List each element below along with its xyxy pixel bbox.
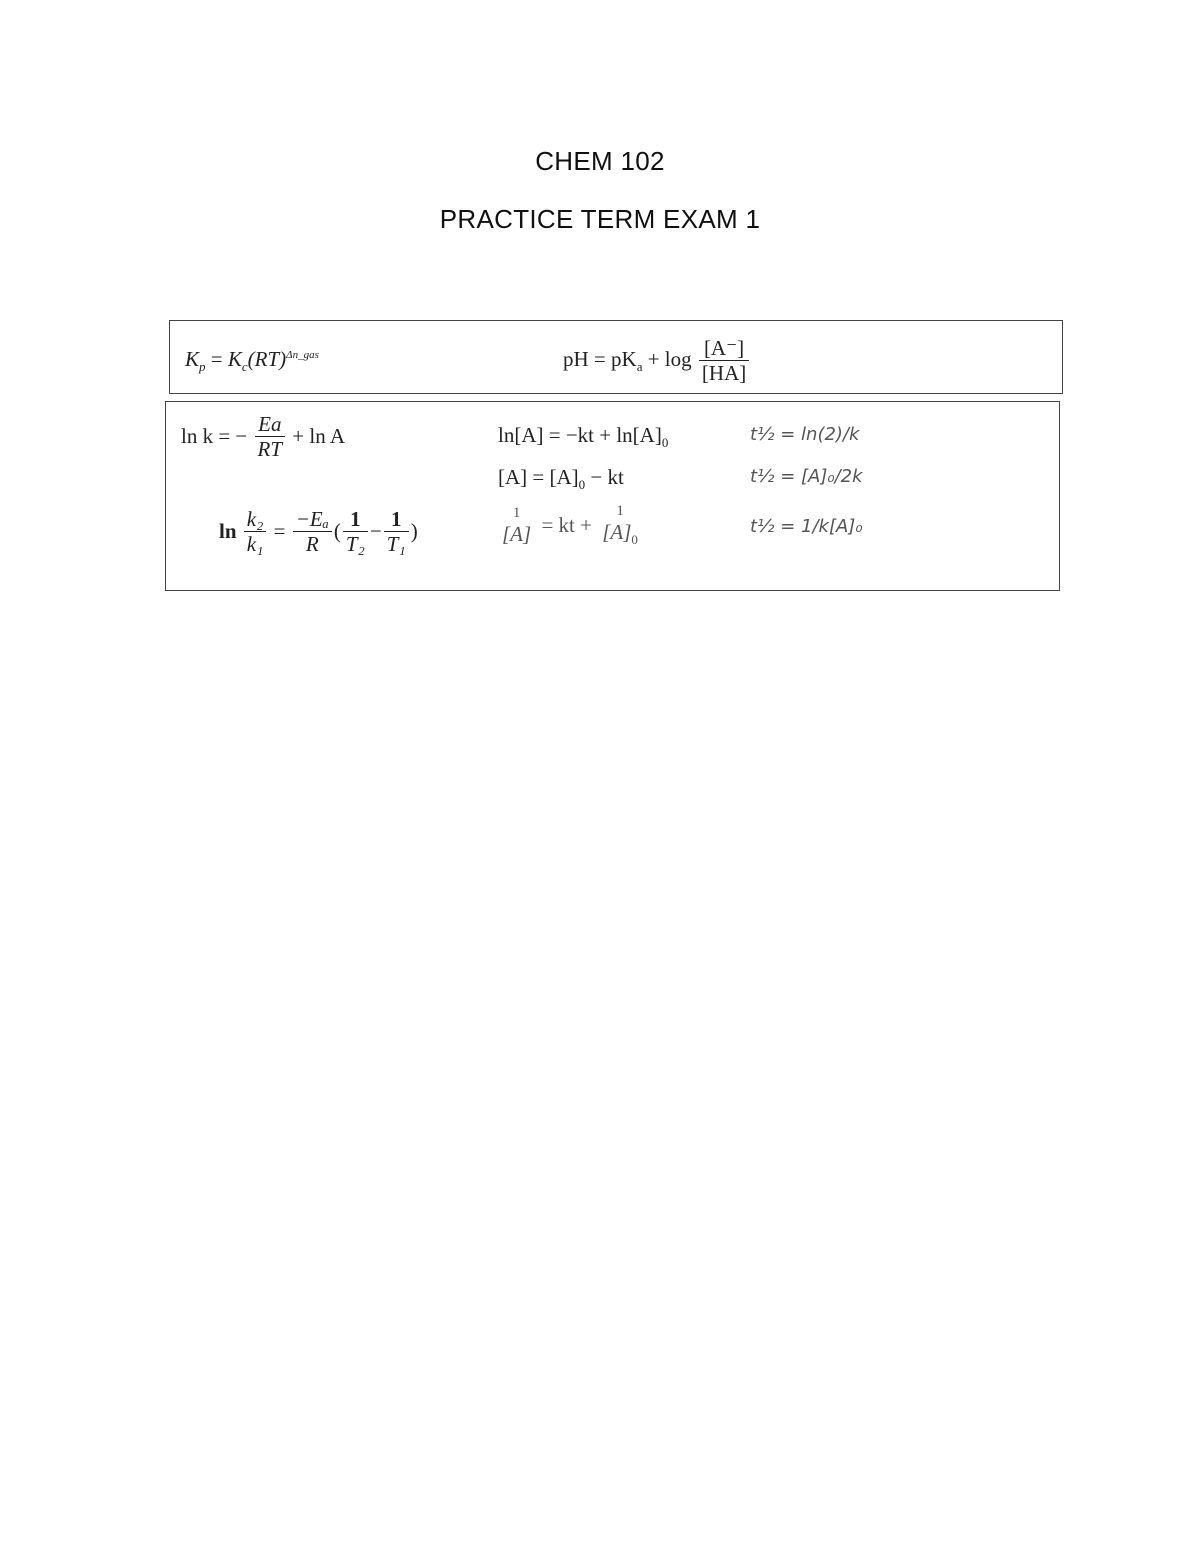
one-over-t1-numerator: 1	[384, 507, 409, 532]
inverse-t2	[343, 507, 368, 556]
t2-term: T₂	[345, 532, 365, 557]
arrhenius-fraction	[255, 412, 286, 461]
half-life-second-order: t½ = 1/k[A]₀	[750, 516, 863, 537]
ph-ratio	[699, 336, 749, 385]
t1-term: T₁	[386, 532, 406, 557]
kp-kc-equation	[185, 347, 319, 373]
open-paren: (	[333, 519, 341, 544]
kc-symbol: K	[227, 347, 242, 371]
two-point-arrhenius-equation	[219, 507, 418, 556]
kc-subscript: c	[241, 359, 248, 375]
arrhenius-rhs: + ln A	[292, 424, 345, 449]
ph-ratio-denominator: [HA]	[701, 361, 747, 386]
second-order-rhs-fraction	[599, 503, 641, 548]
ph-ratio-numerator: [A⁻]	[699, 336, 749, 361]
close-paren: )	[410, 519, 418, 544]
r-term: R	[305, 532, 319, 557]
kp-equals: =	[210, 347, 223, 371]
k2-term: k₂	[244, 507, 267, 532]
k-ratio	[244, 507, 267, 556]
minus-sign: −	[369, 519, 382, 544]
two-point-ln: ln	[219, 519, 237, 544]
second-order-lhs-denominator: [A]	[502, 522, 532, 547]
ph-lhs: pH = $pK_a + \log$	[563, 346, 692, 374]
second-order-lhs-fraction	[499, 505, 534, 546]
second-order-rhs-numerator: 1	[616, 503, 624, 519]
two-point-equals: =	[273, 519, 286, 544]
first-order-integrated-law: $\ln[A] = -kt + \ln[A]_0$	[498, 423, 669, 451]
half-life-first-order: t½ = ln(2)/k	[750, 424, 860, 445]
inverse-t1	[384, 507, 409, 556]
second-order-middle: = kt +	[541, 513, 592, 538]
arrhenius-lhs: ln k = −	[181, 424, 248, 449]
delta-n-exponent: Δn_gas	[286, 349, 319, 361]
ea-term: −Eₐ	[293, 507, 332, 532]
one-over-t2-numerator: 1	[343, 507, 368, 532]
henderson-hasselbalch-equation	[563, 336, 751, 385]
kp-symbol: K	[185, 347, 200, 371]
second-order-integrated-law	[497, 503, 643, 548]
kp-subscript: p	[199, 359, 206, 375]
zero-order-integrated-law: $[A] = [A]_0$ − kt	[498, 465, 624, 493]
k1-term: k₁	[246, 532, 264, 557]
ea-over-r	[293, 507, 332, 556]
arrhenius-numerator: Ea	[255, 412, 286, 437]
second-order-rhs-denominator: $[A]_0$	[602, 520, 638, 548]
rt-term: (RT)	[247, 347, 287, 371]
arrhenius-equation	[181, 412, 345, 461]
exam-title: PRACTICE TERM EXAM 1	[439, 204, 761, 234]
half-life-zero-order: t½ = [A]₀/2k	[750, 466, 863, 487]
course-title: CHEM 102	[535, 146, 665, 176]
arrhenius-denominator: RT	[257, 437, 283, 462]
second-order-lhs-numerator: 1	[512, 504, 521, 521]
